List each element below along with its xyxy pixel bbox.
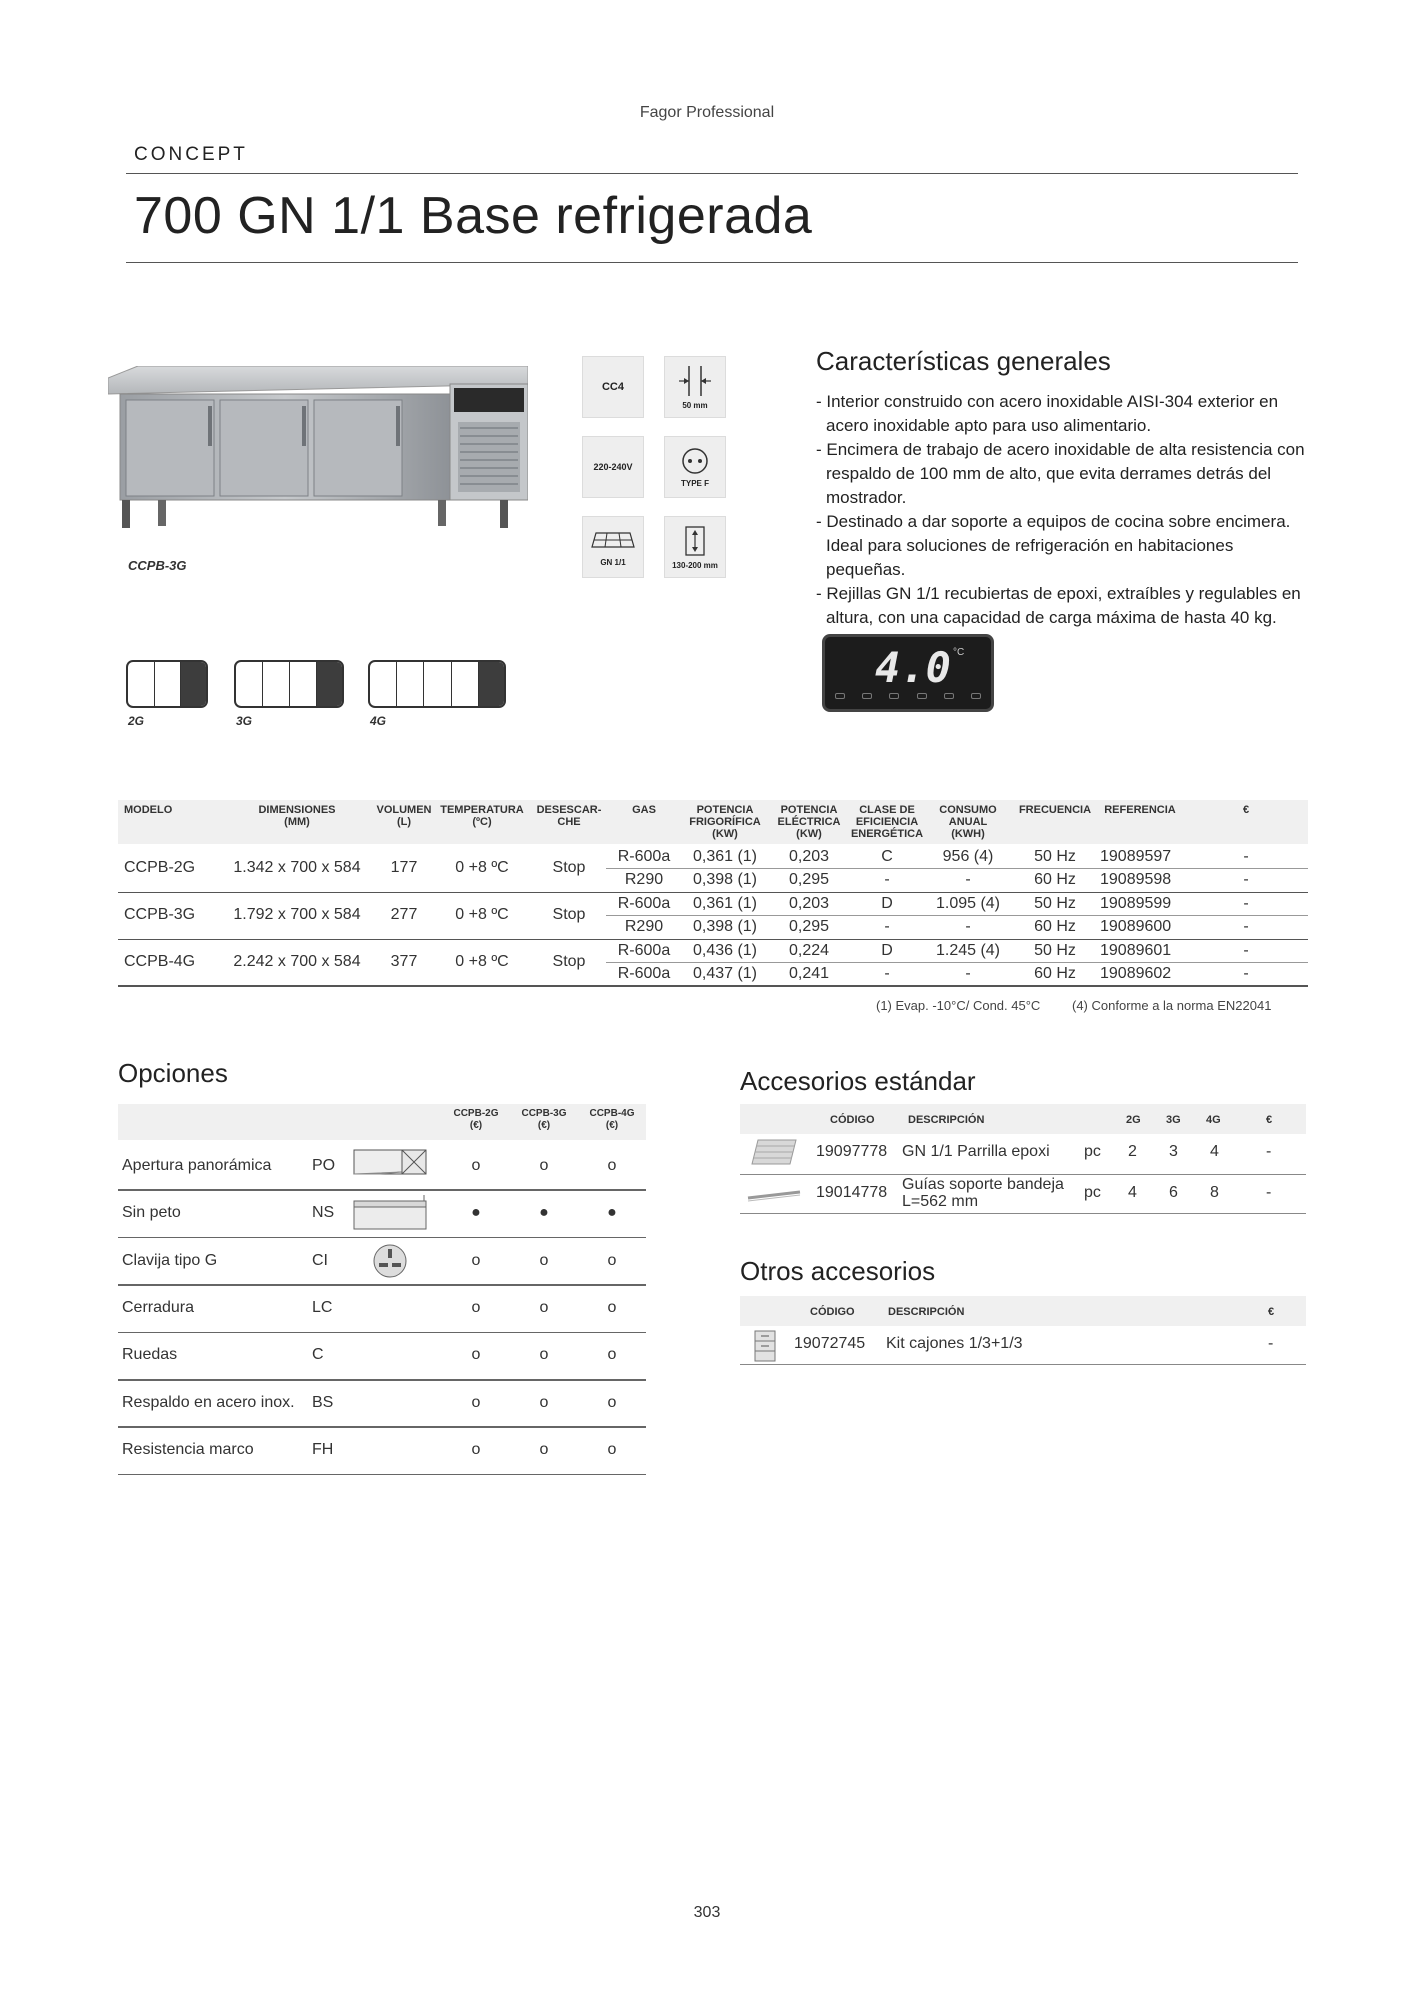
option-label: Cerradura	[122, 1298, 195, 1316]
table-header-cell: (KW)	[796, 828, 822, 840]
model-name: CCPB-3G	[124, 906, 196, 924]
plug-type-g-icon	[372, 1243, 408, 1284]
table-header-cell: (KW)	[712, 828, 738, 840]
table-header-cell: (ºC)	[472, 816, 492, 828]
variant-price: -	[1243, 871, 1249, 889]
variant-frig-power: 0,398 (1)	[692, 871, 758, 889]
col-codigo: CÓDIGO	[830, 1114, 875, 1126]
spec-plug-type	[664, 436, 726, 498]
temperature-display	[822, 634, 994, 712]
option-availability: o	[539, 1393, 549, 1411]
options-col-header: (€)	[605, 1120, 619, 1131]
plug-type-f-icon	[680, 446, 710, 476]
option-availability: o	[539, 1441, 549, 1459]
row-divider	[118, 1426, 646, 1428]
spec-label: TYPE F	[680, 479, 709, 488]
door-config-2g	[126, 660, 208, 708]
table-header-cell: VOLUMEN	[376, 804, 432, 816]
accessory-qty-4g: 4	[1210, 1143, 1219, 1160]
row-divider	[118, 985, 1308, 987]
model-volume: 377	[390, 953, 418, 970]
variant-price: -	[1243, 965, 1249, 982]
option-label: Resistencia marco	[122, 1441, 254, 1459]
option-availability: o	[539, 1346, 549, 1364]
backsplash-height-icon	[675, 364, 715, 398]
accessory-price: -	[1268, 1335, 1274, 1352]
options-col-header: CCPB-2G	[453, 1108, 499, 1119]
option-label: Clavija tipo G	[122, 1251, 218, 1269]
accessory-description: GN 1/1 Parrilla epoxi	[902, 1143, 1050, 1160]
variant-reference: 19089598	[1100, 871, 1172, 889]
variant-elec-power: 0,241	[788, 965, 830, 982]
model-volume: 277	[390, 906, 418, 924]
options-col-header: CCPB-3G	[521, 1108, 567, 1119]
variant-frequency: 60 Hz	[1034, 918, 1076, 936]
spec-label: 220-240V	[593, 462, 633, 472]
accessory-unit: pc	[1084, 1143, 1101, 1160]
drawer-kit-icon	[754, 1330, 776, 1362]
variant-energy-class: -	[884, 918, 890, 936]
table-header-cell: DIMENSIONES	[258, 804, 336, 816]
model-temperature: 0 +8 ºC	[455, 859, 509, 877]
row-divider	[740, 1364, 1306, 1365]
spec-label: GN 1/1	[600, 558, 626, 567]
model-defrost: Stop	[552, 953, 586, 970]
col-codigo: CÓDIGO	[810, 1306, 855, 1318]
display-buttons	[835, 693, 981, 701]
option-code: LC	[312, 1298, 333, 1316]
variant-frequency: 50 Hz	[1034, 941, 1076, 959]
col-descripcion: DESCRIPCIÓN	[888, 1306, 965, 1318]
variant-gas: R-600a	[617, 941, 671, 959]
model-temperature: 0 +8 ºC	[455, 953, 509, 970]
standard-accessories-header-bg	[740, 1104, 1306, 1134]
accessory-code: 19097778	[816, 1143, 888, 1160]
variant-frig-power: 0,436 (1)	[692, 941, 758, 959]
variant-reference: 19089600	[1100, 918, 1172, 936]
option-availability: o	[471, 1346, 481, 1364]
spec-label: CC4	[601, 381, 624, 393]
variant-elec-power: 0,295	[788, 871, 830, 889]
spec-voltage	[582, 436, 644, 498]
row-divider	[740, 1213, 1306, 1214]
page-title: 700 GN 1/1 Base refrigerada	[134, 187, 813, 245]
header-rule-bottom	[126, 262, 1298, 263]
accessory-qty-3g: 6	[1169, 1184, 1178, 1201]
option-availability: ●	[539, 1204, 549, 1222]
col-descripcion: DESCRIPCIÓN	[908, 1114, 985, 1126]
option-availability: o	[607, 1298, 617, 1316]
model-dimensions: 1.792 x 700 x 584	[233, 906, 361, 924]
variant-consumption: 956 (4)	[942, 848, 994, 865]
variant-gas: R-600a	[617, 894, 671, 912]
table-header-cell: (MM)	[284, 816, 310, 828]
col-precio: €	[1268, 1306, 1275, 1318]
row-divider	[118, 1189, 646, 1191]
col-2g: 2G	[1126, 1114, 1141, 1126]
option-availability: o	[471, 1393, 481, 1411]
table-header-cell: EFICIENCIA	[855, 816, 919, 828]
variant-gas: R-600a	[617, 965, 671, 982]
accessory-code: 19014778	[816, 1184, 888, 1201]
option-availability: o	[471, 1298, 481, 1316]
option-code: C	[312, 1346, 324, 1364]
table-header-cell: ELÉCTRICA	[777, 816, 841, 828]
variant-frequency: 50 Hz	[1034, 848, 1076, 865]
table-header-cell: TEMPERATURA	[440, 804, 524, 816]
features-heading: Características generales	[816, 346, 1111, 376]
table-header-cell: POTENCIA	[780, 804, 838, 816]
option-label: Respaldo en acero inox.	[122, 1393, 295, 1411]
shelf-adjust-icon	[678, 524, 712, 558]
variant-consumption: -	[965, 871, 971, 889]
accessory-qty-4g: 8	[1210, 1184, 1219, 1201]
model-volume: 177	[390, 859, 418, 877]
variant-consumption: 1.095 (4)	[935, 894, 1001, 912]
features-list	[816, 390, 1316, 630]
panoramic-opening-icon	[352, 1148, 428, 1183]
row-divider	[118, 1474, 646, 1476]
option-availability: o	[539, 1156, 549, 1174]
variant-price: -	[1243, 894, 1249, 912]
table-header-cell: CLASE DE	[859, 804, 915, 816]
option-code: CI	[312, 1251, 328, 1269]
accessory-description: Kit cajones 1/3+1/3	[886, 1335, 1023, 1352]
options-col-header: CCPB-4G	[589, 1108, 635, 1119]
variant-frig-power: 0,398 (1)	[692, 918, 758, 936]
table-header-cell: CONSUMO	[939, 804, 997, 816]
variant-price: -	[1243, 918, 1249, 936]
no-backsplash-icon	[352, 1195, 428, 1236]
accessory-unit: pc	[1084, 1184, 1101, 1201]
table-header-cell: REFERENCIA	[1104, 804, 1176, 816]
option-code: BS	[312, 1393, 334, 1411]
table-note: (4) Conforme a la norma EN22041	[1072, 998, 1272, 1013]
table-header-cell: FRECUENCIA	[1018, 804, 1092, 816]
series-name: CONCEPT	[134, 144, 248, 165]
variant-energy-class: D	[881, 894, 893, 912]
option-label: Apertura panorámica	[122, 1156, 272, 1174]
table-header-cell: POTENCIA	[696, 804, 754, 816]
row-divider	[740, 1174, 1306, 1175]
col-3g: 3G	[1166, 1114, 1181, 1126]
product-caption: CCPB-3G	[128, 558, 187, 573]
table-header-cell: ENERGÉTICA	[850, 828, 924, 840]
display-unit: °C	[953, 647, 965, 658]
spec-refrigerant-class	[582, 356, 644, 418]
feature-item: - Interior construido con acero inoxidable AISI-304 exterior en acero inoxidable apto para uso alimentario.	[816, 392, 1279, 435]
row-divider	[118, 1379, 646, 1381]
option-label: Ruedas	[122, 1346, 178, 1364]
option-code: NS	[312, 1204, 335, 1222]
row-divider	[118, 1284, 646, 1286]
model-defrost: Stop	[552, 906, 586, 924]
option-code: PO	[312, 1156, 336, 1174]
accessory-qty-2g: 2	[1128, 1143, 1137, 1160]
row-divider	[118, 1332, 646, 1334]
option-availability: o	[607, 1346, 617, 1364]
variant-energy-class: -	[884, 871, 890, 889]
option-availability: o	[471, 1156, 481, 1174]
table-header-cell: ANUAL	[948, 816, 988, 828]
accessory-qty-2g: 4	[1128, 1184, 1137, 1201]
table-header-cell: MODELO	[124, 804, 173, 816]
variant-elec-power: 0,295	[788, 918, 830, 936]
variant-consumption: 1.245 (4)	[935, 941, 1001, 959]
brand-name: Fagor Professional	[639, 104, 775, 121]
option-code: FH	[312, 1441, 334, 1459]
door-config-label: 4G	[370, 714, 387, 728]
variant-frig-power: 0,437 (1)	[692, 965, 758, 982]
standard-accessories-heading: Accesorios estándar	[740, 1066, 976, 1096]
header-rule-top	[126, 173, 1298, 174]
model-name: CCPB-4G	[124, 953, 196, 970]
col-4g: 4G	[1206, 1114, 1221, 1126]
option-availability: o	[607, 1156, 617, 1174]
option-availability: ●	[471, 1204, 481, 1222]
spec-shelf-range	[664, 516, 726, 578]
variant-energy-class: -	[884, 965, 890, 982]
option-availability: o	[471, 1251, 481, 1269]
options-heading: Opciones	[118, 1058, 228, 1088]
option-availability: o	[607, 1393, 617, 1411]
options-col-header: (€)	[469, 1120, 483, 1131]
gn-tray-icon	[590, 527, 636, 555]
spec-label: 130-200 mm	[672, 561, 718, 570]
variant-energy-class: D	[881, 941, 893, 959]
table-header-cell: (KWH)	[951, 828, 985, 840]
page-number: 303	[693, 1904, 721, 1921]
model-defrost: Stop	[552, 859, 586, 877]
option-availability: o	[539, 1251, 549, 1269]
variant-consumption: -	[965, 965, 971, 982]
model-temperature: 0 +8 ºC	[455, 906, 509, 924]
feature-item: - Rejillas GN 1/1 recubiertas de epoxi, extraíbles y regulables en altura, con una capacidad de carga máxima de hasta 40 kg.	[816, 584, 1301, 627]
door-config-label: 3G	[236, 714, 253, 728]
variant-frequency: 60 Hz	[1034, 871, 1076, 889]
variant-reference: 19089601	[1100, 941, 1172, 959]
feature-item: - Encimera de trabajo de acero inoxidable de alta resistencia con respaldo de 100 mm de alto, que evita derrames detrás del mostrador.	[816, 440, 1305, 507]
variant-elec-power: 0,224	[788, 941, 830, 959]
option-availability: o	[607, 1441, 617, 1459]
other-accessories-heading: Otros accesorios	[740, 1256, 936, 1286]
variant-elec-power: 0,203	[788, 894, 830, 912]
door-config-label: 2G	[128, 714, 145, 728]
variant-reference: 19089597	[1100, 848, 1172, 865]
variant-energy-class: C	[881, 848, 893, 865]
option-label: Sin peto	[122, 1204, 181, 1222]
spec-label: 50 mm	[682, 401, 708, 410]
table-note: (1) Evap. -10°C/ Cond. 45°C	[876, 998, 1041, 1013]
variant-consumption: -	[965, 918, 971, 936]
variant-gas: R-600a	[617, 848, 671, 865]
variant-gas: R290	[624, 871, 664, 889]
spec-gn-size	[582, 516, 644, 578]
model-dimensions: 1.342 x 700 x 584	[233, 859, 361, 877]
option-availability: o	[539, 1298, 549, 1316]
table-header-cell: GAS	[632, 804, 656, 816]
variant-reference: 19089599	[1100, 894, 1172, 912]
spec-backsplash-height	[664, 356, 726, 418]
model-name: CCPB-2G	[124, 859, 196, 877]
option-availability: ●	[607, 1204, 617, 1222]
feature-item: - Destinado a dar soporte a equipos de cocina sobre encimera. Ideal para soluciones de refrigeración en habitaciones pequeñas.	[816, 512, 1291, 579]
table-header-cell: €	[1242, 804, 1250, 816]
variant-frequency: 50 Hz	[1034, 894, 1076, 912]
row-divider	[118, 1237, 646, 1239]
accessory-price: -	[1266, 1184, 1272, 1201]
display-value: 4.0	[875, 643, 951, 692]
variant-gas: R290	[624, 918, 664, 936]
model-dimensions: 2.242 x 700 x 584	[233, 953, 361, 970]
accessory-code: 19072745	[794, 1335, 866, 1352]
variant-price: -	[1243, 848, 1249, 865]
door-config-4g	[368, 660, 506, 708]
variant-price: -	[1243, 941, 1249, 959]
accessory-price: -	[1266, 1143, 1272, 1160]
door-config-3g	[234, 660, 344, 708]
product-image	[108, 366, 528, 536]
option-availability: o	[471, 1441, 481, 1459]
accessory-qty-3g: 3	[1169, 1143, 1178, 1160]
variant-elec-power: 0,203	[788, 848, 830, 865]
table-header-cell: CHE	[557, 816, 581, 828]
tray-guide-icon	[746, 1184, 802, 1206]
variant-frig-power: 0,361 (1)	[692, 894, 758, 912]
col-precio: €	[1266, 1114, 1273, 1126]
table-header-cell: (L)	[396, 816, 412, 828]
variant-reference: 19089602	[1100, 965, 1172, 982]
table-header-cell: FRIGORÍFICA	[689, 816, 761, 828]
variant-frig-power: 0,361 (1)	[692, 848, 758, 865]
accessory-description: Guías soporte bandeja L=562 mm	[902, 1176, 1064, 1210]
table-header-cell: DESESCAR-	[536, 804, 602, 816]
variant-frequency: 60 Hz	[1034, 965, 1076, 982]
epoxy-grid-icon	[750, 1138, 798, 1166]
options-col-header: (€)	[537, 1120, 551, 1131]
option-availability: o	[607, 1251, 617, 1269]
